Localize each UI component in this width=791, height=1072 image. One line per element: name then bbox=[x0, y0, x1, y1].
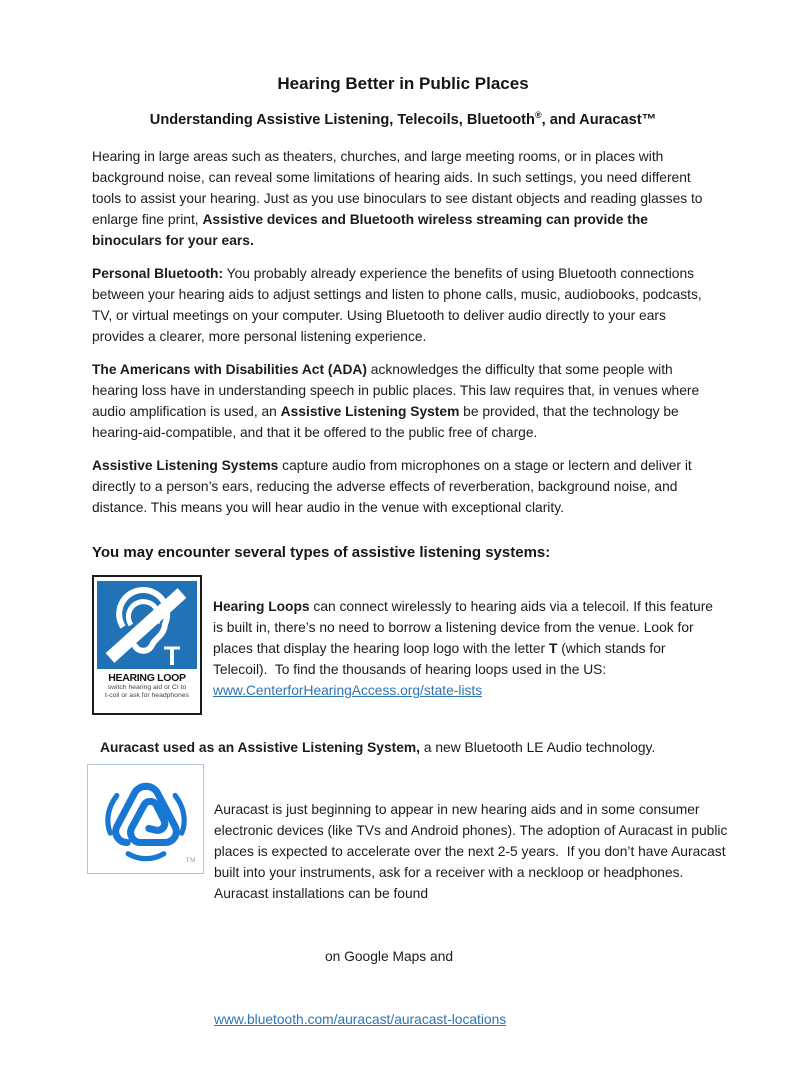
hearing-loops-paragraph bbox=[213, 596, 718, 715]
ada-lead: The Americans with Disabilities Act (ADA) bbox=[92, 361, 367, 377]
auracast-heading bbox=[100, 740, 731, 755]
auracast-lead-rest: a new Bluetooth LE Audio technology. bbox=[420, 739, 656, 755]
section-heading: You may encounter several types of assistive listening systems: bbox=[92, 543, 551, 561]
ada-bold-mid: Assistive Listening System bbox=[280, 403, 460, 419]
hearing-access-link[interactable]: www.CenterforHearingAccess.org/state-lists bbox=[213, 682, 483, 698]
auracast-paragraph bbox=[214, 757, 731, 1072]
personal-bluetooth-lead: Personal Bluetooth: bbox=[92, 265, 224, 281]
auracast-locations-link[interactable]: www.bluetooth.com/auracast/auracast-locations bbox=[214, 1011, 507, 1027]
auracast-maps-line: on Google Maps and bbox=[324, 948, 454, 964]
registered-mark: ® bbox=[534, 110, 542, 120]
ada-paragraph bbox=[92, 359, 714, 443]
subtitle-text-2: , and Auracast bbox=[541, 111, 642, 128]
telecoil-letter: T bbox=[163, 640, 181, 669]
loop-sign-title: HEARING LOOP bbox=[108, 671, 186, 684]
hearing-loops-text-1: can connect wirelessly to hearing aids via a telecoil. If this feature is built in, there’s no need to borrow a listening device from the venue. Look for places that display the hearing loop logo with the letter bbox=[213, 598, 717, 656]
hearing-loop-section bbox=[92, 575, 731, 715]
als-paragraph bbox=[92, 455, 714, 518]
trademark-mark: ™ bbox=[641, 111, 657, 128]
page-subtitle bbox=[92, 110, 714, 128]
auracast-logo bbox=[87, 764, 204, 874]
personal-bluetooth-paragraph bbox=[92, 263, 714, 347]
hearing-loops-lead: Hearing Loops bbox=[213, 598, 310, 614]
intro-bold-text: Assistive devices and Bluetooth wireless streaming can provide the binoculars for your ears. bbox=[92, 211, 652, 248]
page-title: Hearing Better in Public Places bbox=[277, 74, 529, 93]
subtitle-text: Understanding Assistive Listening, Telecoils, Bluetooth bbox=[149, 111, 535, 128]
ear-telecoil-icon bbox=[97, 581, 197, 669]
intro-paragraph bbox=[92, 146, 714, 251]
hearing-loop-sign bbox=[92, 575, 202, 715]
loop-sign-subtext-2: t-coil or ask for headphones bbox=[105, 691, 189, 699]
loop-sign-subtext-1: switch hearing aid or CI to bbox=[107, 683, 187, 691]
personal-bluetooth-text: You probably already experience the benefits of using Bluetooth connections between your hearing aids to adjust settings and listen to phone calls, music, audiobooks, podcasts, TV, or virtual meetings on your computer. Using Bluetooth to deliver audio directly to your ears provides a clearer, more personal listening experience. bbox=[92, 265, 706, 344]
auracast-tm-mark: TM bbox=[185, 856, 196, 864]
hearing-loop-icon bbox=[97, 581, 197, 669]
ada-text-1: acknowledges the difficulty that some people with hearing loss have in understanding speech in public places. This law requires that, in venues where audio amplification is used, an bbox=[92, 361, 704, 419]
ada-text-2: be provided, that the technology be hearing-aid-compatible, and that it be offered to the public free of charge. bbox=[92, 403, 683, 440]
hearing-loops-bold-t: T bbox=[548, 640, 558, 656]
auracast-link-line bbox=[214, 1009, 731, 1030]
auracast-logo-icon bbox=[99, 772, 193, 866]
auracast-section bbox=[92, 757, 731, 1072]
als-lead: Assistive Listening Systems bbox=[92, 457, 279, 473]
intro-text: Hearing in large areas such as theaters, churches, and large meeting rooms, or in places with background noise, can reveal some limitations of hearing aids. In such settings, you need different tools to assist your hearing. Just as you use binoculars to see distant objects and reading glasses to enlarge fine print, bbox=[92, 148, 707, 227]
auracast-body-text: Auracast is just beginning to appear in new hearing aids and in some consumer electronic devices (like TVs and Android phones). The adoption of Auracast in public places is expected to accelerate over the next 2-5 years. If you don’t have Auracast built into your instruments, ask for a receiver with a neckloop or headphones. Auracast installations can be found bbox=[214, 801, 732, 901]
als-text: capture audio from microphones on a stage or lectern and deliver it directly to a person’s ears, reducing the adverse effects of reverberation, background noise, and distance. This means you will hear audio in the venue with exceptional clarity. bbox=[92, 457, 696, 515]
auracast-lead: Auracast used as an Assistive Listening System, bbox=[100, 739, 421, 755]
hearing-loops-text-2: (which stands for Telecoil). To find the thousands of hearing loops used in the US: bbox=[213, 640, 670, 677]
